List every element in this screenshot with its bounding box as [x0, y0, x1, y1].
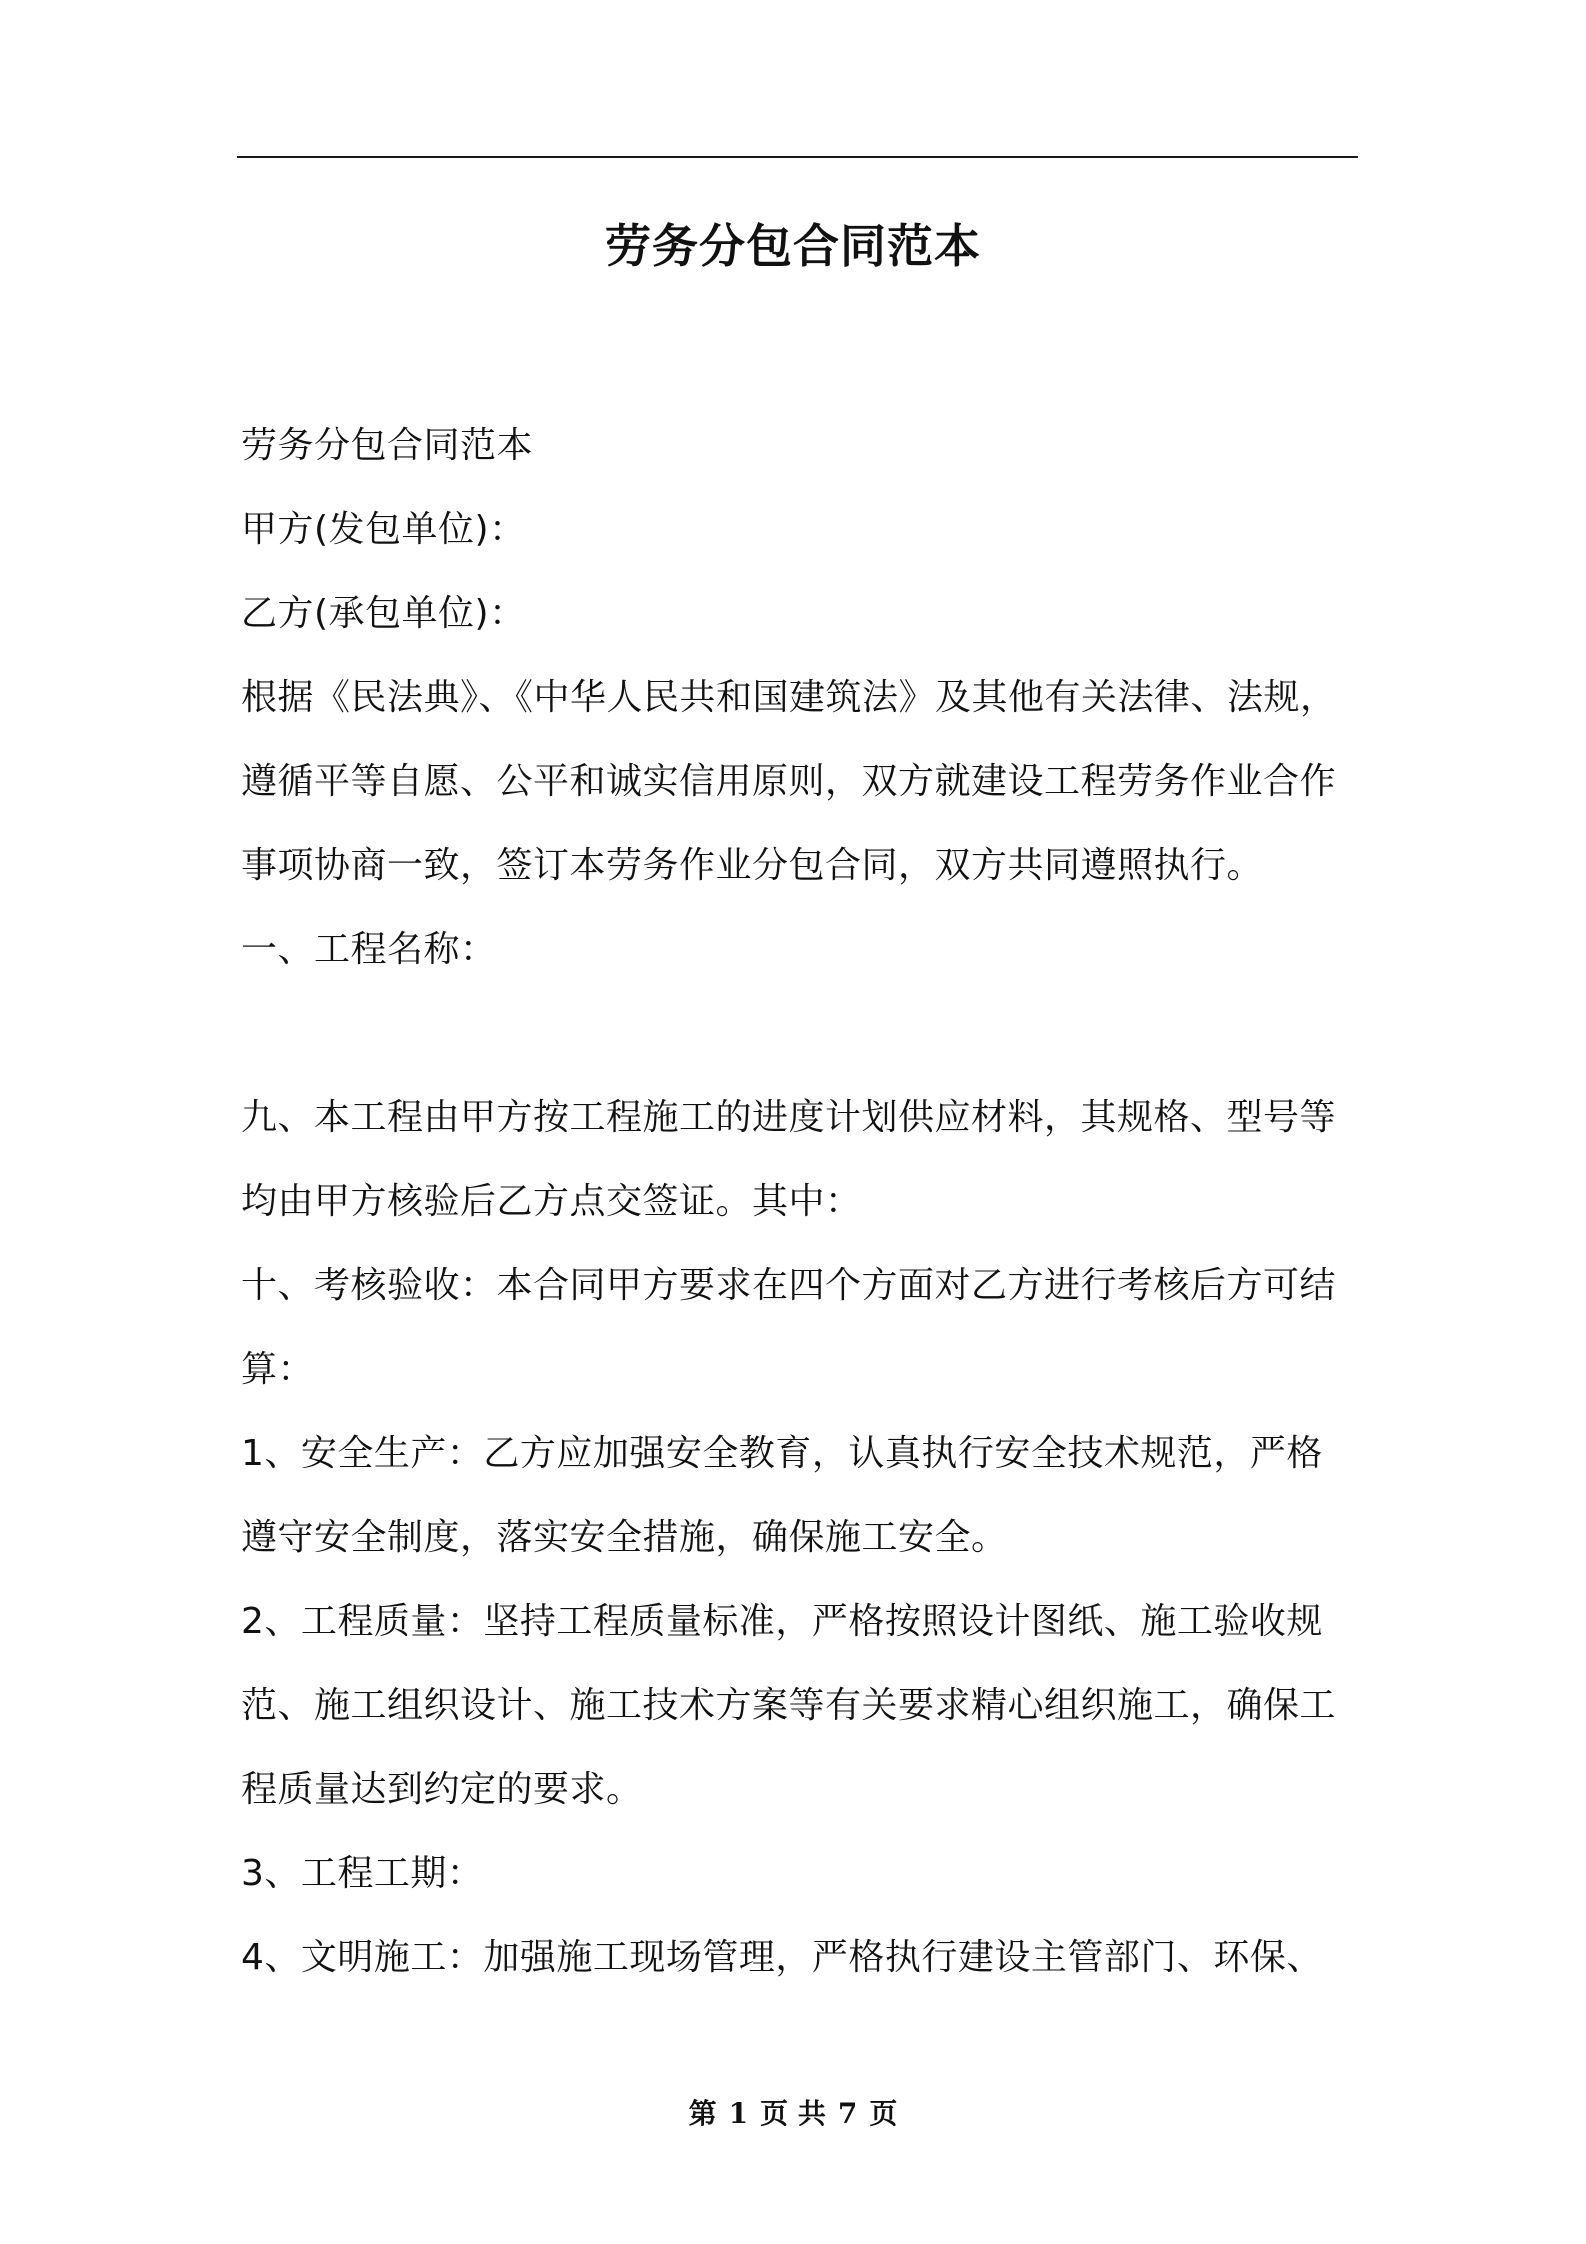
- body-line: 劳务分包合同范本: [241, 425, 534, 466]
- list-item: 1、安全生产：乙方应加强安全教育，认真执行安全技术规范，严格: [241, 1433, 1323, 1474]
- list-item: 4、文明施工：加强施工现场管理，严格执行建设主管部门、环保、: [241, 1937, 1323, 1978]
- body-line: 十、考核验收：本合同甲方要求在四个方面对乙方进行考核后方可结: [241, 1265, 1337, 1306]
- header-rule: [237, 156, 1358, 158]
- list-item: 2、工程质量：坚持工程质量标准，严格按照设计图纸、施工验收规: [241, 1601, 1323, 1642]
- page-number: 1: [728, 2097, 749, 2130]
- body-line: 均由甲方核验后乙方点交签证。其中：: [241, 1181, 862, 1222]
- section-heading: 一、工程名称：: [241, 929, 497, 970]
- blank-gap: [241, 992, 1361, 1076]
- body-line: 遵守安全制度，落实安全措施，确保施工安全。: [241, 1517, 1008, 1558]
- body-line: 九、本工程由甲方按工程施工的进度计划供应材料，其规格、型号等: [241, 1097, 1337, 1138]
- body-line: 根据《民法典》、《中华人民共和国建筑法》及其他有关法律、法规，: [241, 677, 1337, 718]
- body-line: 事项协商一致，签订本劳务作业分包合同，双方共同遵照执行。: [241, 845, 1264, 886]
- body-line: 程质量达到约定的要求。: [241, 1769, 643, 1810]
- party-b-line: 乙方(承包单位)：: [241, 593, 526, 634]
- body-line: 算：: [241, 1349, 315, 1390]
- total-pages: 7: [837, 2097, 858, 2130]
- document-body: [241, 404, 1361, 2000]
- body-line: 范、施工组织设计、施工技术方案等有关要求精心组织施工，确保工: [241, 1685, 1337, 1726]
- document-title: 劳务分包合同范本: [605, 219, 981, 273]
- page-label-prefix: 第: [688, 2097, 717, 2130]
- page-label-suffix: 页: [869, 2097, 898, 2130]
- party-a-line: 甲方(发包单位)：: [241, 509, 526, 550]
- body-line: 遵循平等自愿、公平和诚实信用原则，双方就建设工程劳务作业合作: [241, 761, 1337, 802]
- page-label-mid: 页 共: [760, 2097, 826, 2130]
- page-footer: [0, 2094, 1586, 2134]
- list-item: 3、工程工期：: [241, 1853, 484, 1894]
